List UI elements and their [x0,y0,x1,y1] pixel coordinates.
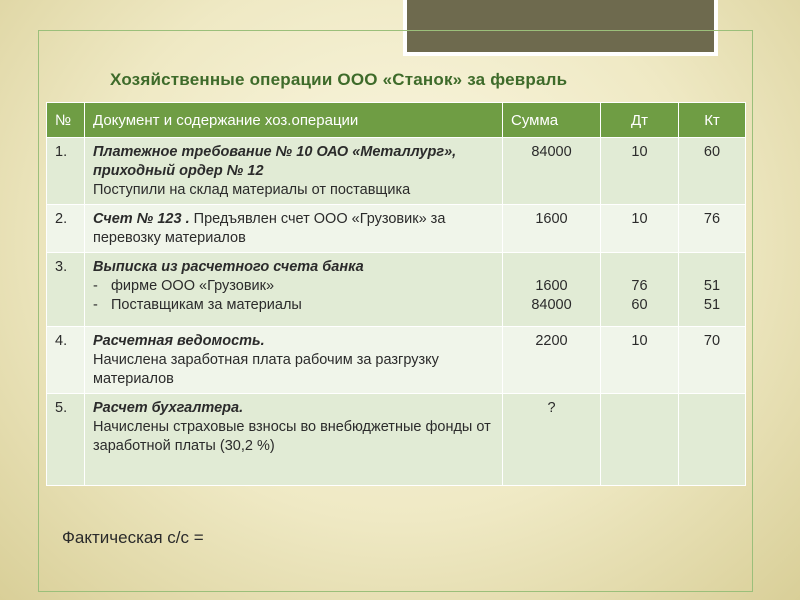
row-document [85,394,503,486]
bullet-item: - фирме ООО «Грузовик» [93,278,275,294]
document-description: Начислена заработная плата рабочим за разгрузку материалов [93,352,439,387]
document-description: Предъявлен счет ООО «Грузовик» за перевозку материалов [93,211,446,246]
row-debit: 10 [601,327,679,394]
operations-table [46,102,746,486]
dash-marker: - [93,278,98,294]
row-credit [679,394,746,486]
document-title: Расчет бухгалтера. [93,400,244,416]
row-sum: 2200 [503,327,601,394]
header-credit: Кт [679,103,746,138]
row-credit: 76 [679,205,746,253]
row-document [85,327,503,394]
row-sum: 1600 [503,205,601,253]
row-debit [601,394,679,486]
row-credit: 60 [679,138,746,205]
document-description: Поступили на склад материалы от поставщика [93,182,411,198]
row-document [85,138,503,205]
row-document [85,205,503,253]
row-sum: ? [503,394,601,486]
header-number: № [47,103,85,138]
row-number: 2. [47,205,85,253]
row-number: 4. [47,327,85,394]
document-title: Платежное требование № 10 ОАО «Металлург», приходный ордер № 12 [93,144,457,179]
table-row [47,253,746,327]
table-row [47,327,746,394]
table-row [47,394,746,486]
table-row [47,138,746,205]
row-debit: 10 [601,138,679,205]
bullet-item: - Поставщикам за материалы [93,297,302,313]
row-debit: 10 [601,205,679,253]
row-number: 3. [47,253,85,327]
dash-marker: - [93,297,98,313]
row-number: 1. [47,138,85,205]
actual-cost-label: Фактическая с/с = [62,528,204,547]
document-title: Расчетная ведомость. [93,333,265,349]
table-row [47,205,746,253]
header-debit: Дт [601,103,679,138]
row-sum: 1600 84000 [503,253,601,327]
document-title: Выписка из расчетного счета банка [93,259,364,275]
row-number: 5. [47,394,85,486]
row-document [85,253,503,327]
row-debit: 76 60 [601,253,679,327]
document-description: Начислены страховые взносы во внебюджетные фонды от заработной платы (30,2 %) [93,419,491,454]
slide-title: Хозяйственные операции ООО «Станок» за февраль [110,70,568,89]
document-title: Счет № 123 . [93,211,190,227]
header-sum: Сумма [503,103,601,138]
row-credit: 70 [679,327,746,394]
row-sum: 84000 [503,138,601,205]
header-document: Документ и содержание хоз.операции [85,103,503,138]
table-header-row [47,103,746,138]
row-credit: 51 51 [679,253,746,327]
